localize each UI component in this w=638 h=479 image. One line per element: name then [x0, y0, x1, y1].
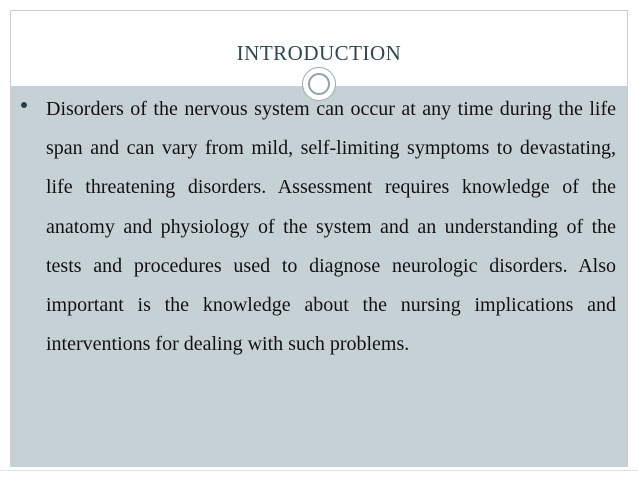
bottom-margin [0, 467, 638, 479]
body-paragraph: Disorders of the nervous system can occur at any time during the life span and can vary from mild, self-limiting symptoms to devastating, life threatening disorders. Assessment requires knowledge of the anatomy and physiology of the system and an understanding of the tests and procedures used to diagnose neurologic disorders. Also important is the knowledge about the nursing implications and interventions for dealing with such problems. [46, 98, 616, 356]
bullet-icon [21, 102, 27, 108]
slide-title: INTRODUCTION [236, 41, 402, 65]
bottom-line [0, 470, 638, 471]
